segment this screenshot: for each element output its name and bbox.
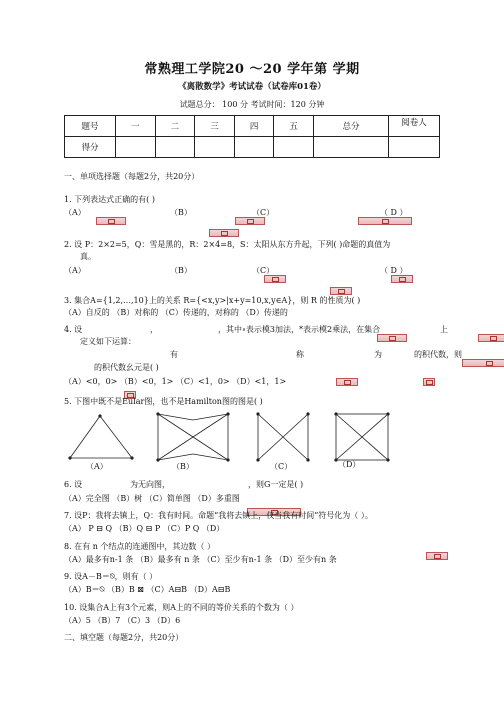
question-text: ，则G一定是( ): [248, 480, 304, 489]
figure-label: （A）: [86, 462, 108, 471]
question-text: 的积代数幺元是( ): [94, 363, 159, 372]
question-text: 为: [374, 350, 382, 359]
option-label: （C）: [252, 266, 275, 275]
question-text: ，: [150, 325, 158, 334]
score-cell[interactable]: [313, 137, 388, 158]
option-label: （B）: [170, 266, 192, 275]
score-cell[interactable]: [195, 137, 235, 158]
question-text: 的积代数，则: [414, 350, 462, 359]
score-header-cell: 一: [116, 116, 156, 137]
score-header-cell: 三: [195, 116, 235, 137]
score-cell[interactable]: [234, 137, 274, 158]
score-header-cell: 总分: [313, 116, 388, 137]
question-text: 有: [170, 350, 178, 359]
score-cell[interactable]: [155, 137, 195, 158]
score-cell[interactable]: [389, 137, 440, 158]
option-row: （A）<0，0> （B）<0，1> （C）<1，0> （D）<1，1>: [64, 377, 287, 386]
score-cell[interactable]: [116, 137, 156, 158]
question-text: 为无向图，: [130, 480, 170, 489]
formula-image: [330, 287, 352, 295]
section-heading: 二、填空题（每题2分，共20分）: [64, 633, 184, 642]
option-row: （A）最多有n-1 条 （B）最多有 n 条 （C）至少有n-1 条 （D）至少有n 条: [64, 555, 337, 564]
section-heading: 一、单项选择题（每题2分，共20分）: [64, 172, 200, 181]
score-header-cell: 四: [234, 116, 274, 137]
formula-image: [462, 359, 504, 367]
question-stem-cont: 真。: [80, 252, 96, 261]
question-text: 上: [440, 325, 448, 334]
formula-image: [478, 334, 504, 342]
option-row: （A）自反的 （B）对称的 （C）传递的，对称的 （D）传递的: [64, 308, 288, 317]
score-table: [64, 115, 440, 158]
formula-image: [96, 217, 126, 225]
option-row: （A） P ⊟ Q （B）Q ⊟ P （C）P Q （D）: [64, 524, 225, 533]
figure-label: （B）: [172, 462, 194, 471]
figure-label: （D）: [338, 460, 361, 469]
figure-label: （C）: [270, 462, 293, 471]
option-label: （ D ）: [380, 266, 408, 275]
score-header-cell: 题号: [65, 116, 116, 137]
question-stem: 8. 在有 n 个结点的连通图中，其边数（ ）: [64, 542, 215, 551]
option-label: （A）: [64, 266, 86, 275]
option-row: （A）B＝⍉ （B）B ⊠ （C）A⊟B （D）A⊟B: [64, 585, 231, 594]
question-stem: 7. 设P：我将去镇上，Q：我有时间。命题“我将去镇上，仅当我有时间”符号化为（ ）。: [64, 511, 373, 520]
score-header-cell: 二: [155, 116, 195, 137]
graph-a: [70, 416, 132, 458]
score-cell[interactable]: [274, 137, 314, 158]
question-stem: 10. 设集合A上有3个元素，则A上的不同的等价关系的个数为（ ）: [64, 603, 299, 612]
graph-c: [258, 414, 308, 460]
option-row: （A）完全图 （B）树 （C）简单图 （D）多重图: [64, 494, 240, 503]
exam-meta: 试题总分： 100 分 考试时间：120 分钟: [179, 100, 325, 109]
formula-image: [423, 378, 435, 386]
graph-b: [158, 414, 228, 460]
option-label: （C）: [252, 208, 275, 217]
formula-image: [377, 334, 407, 342]
graph-figures: [60, 410, 440, 472]
option-row: （A）5 （B）7 （C）3 （D）6: [64, 616, 181, 625]
formula-image: [336, 378, 358, 386]
question-stem: 4. 设: [64, 325, 83, 334]
question-stem: 2. 设 P：2×2=5，Q：雪是黑的，R：2×4=8，S：太阳从东方升起，下列( )命题的真值为: [64, 240, 391, 249]
question-text: 称: [296, 350, 304, 359]
formula-image: [426, 552, 448, 560]
question-stem: 9. 设A－B＝⍉，则有（ ）: [64, 572, 158, 581]
question-text: ，其中∘表示模3加法，*表示模2乘法，在集合: [218, 325, 381, 334]
question-stem: 3. 集合A={1,2,…,10}上的关系 R={<x,y>|x+y=10,x,y∈A}，则 R 的性质为( ): [64, 296, 361, 305]
page-title: 常熟理工学院20 ～20 学年第 学期: [144, 62, 360, 77]
score-header-cell: 阅卷人: [389, 116, 440, 137]
option-label: （B）: [170, 208, 192, 217]
question-stem: 6. 设: [64, 480, 83, 489]
score-header-cell: 五: [274, 116, 314, 137]
exam-subtitle: 《离散数学》考试试卷（试卷库01卷）: [178, 82, 326, 92]
formula-image: [209, 229, 239, 237]
question-text: 定义如下运算：: [80, 337, 136, 346]
option-label: （ D ）: [380, 208, 408, 217]
graph-d: [336, 414, 388, 460]
question-stem: 1. 下列表达式正确的有( ): [64, 195, 155, 204]
option-label: （A）: [64, 208, 86, 217]
question-stem: 5. 下图中既不是Eular图，也不是Hamilton图的图是( ): [64, 397, 263, 406]
score-row-label: 得分: [65, 137, 116, 158]
